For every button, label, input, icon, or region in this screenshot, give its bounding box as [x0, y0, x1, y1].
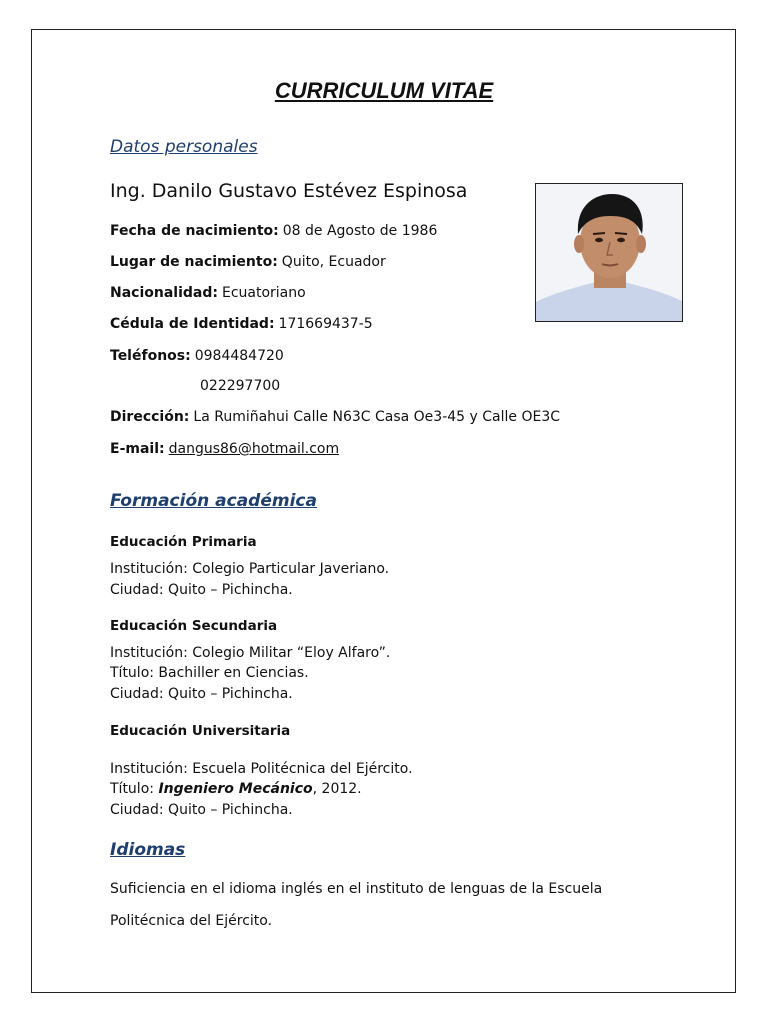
languages-text-line1: Suficiencia en el idioma inglés en el instituto de lenguas de la Escuela — [110, 881, 603, 897]
phone-secondary: 022297700 — [200, 378, 281, 394]
email-row: E-mail: dangus86@hotmail.com — [110, 441, 340, 457]
primary-education-heading: Educación Primaria — [110, 534, 257, 550]
university-city: Ciudad: Quito – Pichincha. — [110, 802, 293, 818]
section-education: Formación académica — [110, 491, 317, 511]
primary-institution: Institución: Colegio Particular Javeriano. — [110, 561, 390, 577]
section-personal-data: Datos personales — [110, 137, 258, 157]
document-title: CURRICULUM VITAE — [274, 78, 494, 103]
candidate-name: Ing. Danilo Gustavo Estévez Espinosa — [110, 180, 468, 202]
profile-photo — [535, 183, 683, 322]
secondary-title: Título: Bachiller en Ciencias. — [110, 665, 309, 681]
secondary-education-heading: Educación Secundaria — [110, 618, 278, 634]
secondary-city: Ciudad: Quito – Pichincha. — [110, 686, 293, 702]
id-number-row: Cédula de Identidad: 171669437-5 — [110, 316, 373, 332]
secondary-institution: Institución: Colegio Militar “Eloy Alfaro”. — [110, 645, 391, 661]
email-link[interactable]: dangus86@hotmail.com — [168, 441, 340, 457]
birth-place-row: Lugar de nacimiento: Quito, Ecuador — [110, 254, 386, 270]
university-institution: Institución: Escuela Politécnica del Ejército. — [110, 761, 413, 777]
birth-date-row: Fecha de nacimiento: 08 de Agosto de 1986 — [110, 223, 438, 239]
section-languages: Idiomas — [110, 840, 186, 860]
primary-city: Ciudad: Quito – Pichincha. — [110, 582, 293, 598]
phones-row: Teléfonos: 0984484720 — [110, 348, 284, 364]
university-education-heading: Educación Universitaria — [110, 723, 291, 739]
university-title: Título: Ingeniero Mecánico, 2012. — [110, 781, 362, 797]
nationality-row: Nacionalidad: Ecuatoriano — [110, 285, 306, 301]
languages-text-line2: Politécnica del Ejército. — [110, 913, 273, 929]
address-row: Dirección: La Rumiñahui Calle N63C Casa Oe3-45 y Calle OE3C — [110, 409, 560, 425]
